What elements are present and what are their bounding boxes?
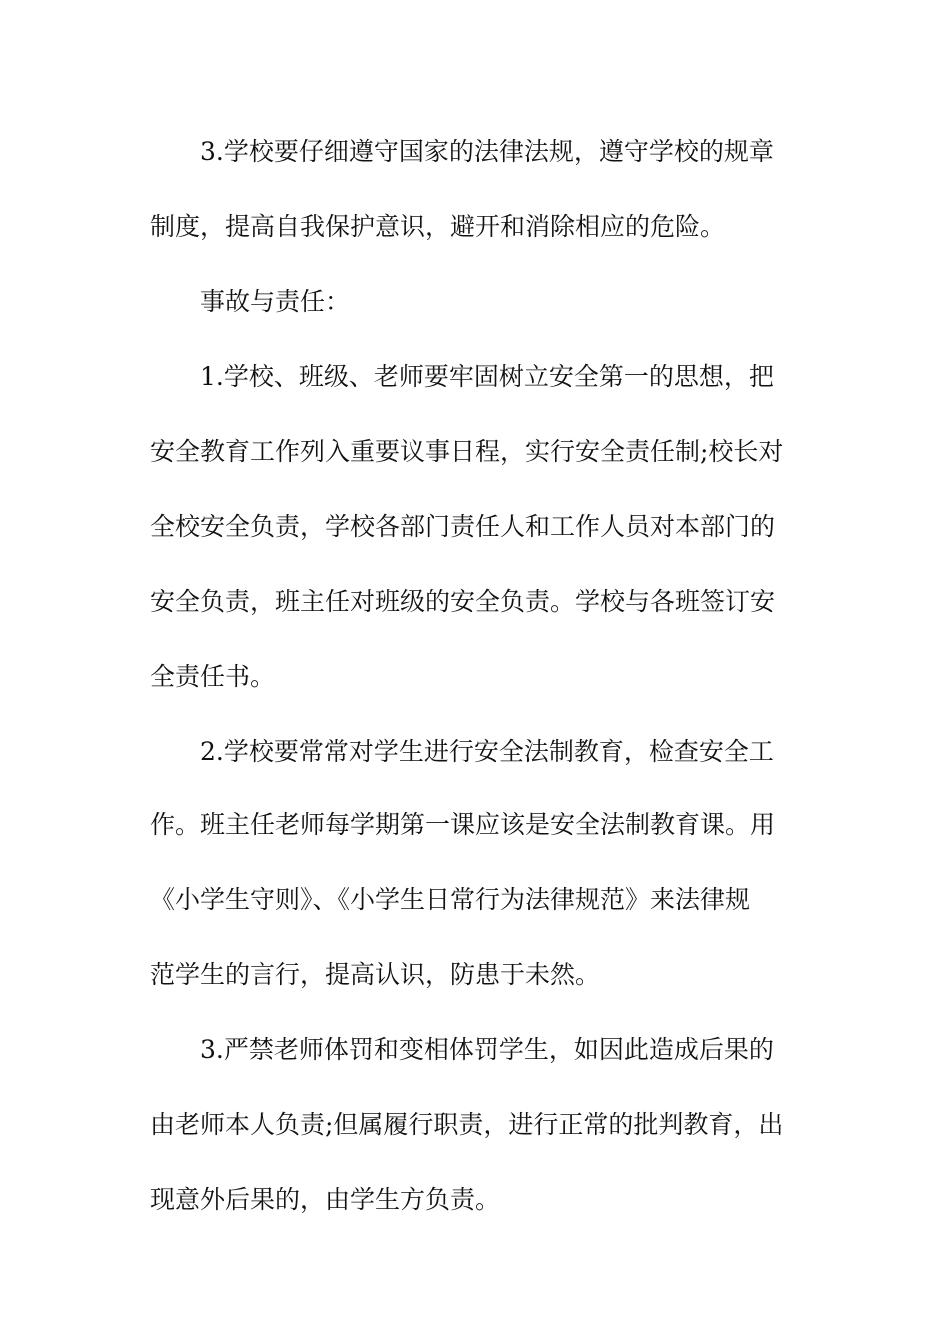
text-line: 2.学校要常常对学生进行安全法制教育，检查安全工 (200, 737, 774, 766)
text-line: 1.学校、班级、老师要牢固树立安全第一的思想，把 (200, 362, 774, 391)
text-line: 3.严禁老师体罚和变相体罚学生，如因此造成后果的 (200, 1035, 774, 1064)
text-line: 现意外后果的，由学生方负责。 (150, 1185, 501, 1214)
text-line: 《小学生守则》、《小学生日常行为法律规范》来法律规 (150, 885, 751, 914)
text-line: 全校安全负责，学校各部门责任人和工作人员对本部门的 (150, 512, 776, 541)
text-line: 制度，提高自我保护意识，避开和消除相应的危险。 (150, 212, 726, 241)
text-line: 安全负责，班主任对班级的安全负责。学校与各班签订安 (150, 587, 776, 616)
text-line: 由老师本人负责;但属履行职责，进行正常的批判教育，出 (150, 1110, 784, 1139)
text-line: 作。班主任老师每学期第一课应该是安全法制教育课。用 (150, 810, 776, 839)
text-line: 全责任书。 (150, 662, 276, 691)
text-line: 3.学校要仔细遵守国家的法律法规，遵守学校的规章 (200, 137, 774, 166)
text-line: 范学生的言行，提高认识，防患于未然。 (150, 960, 601, 989)
section-heading: 事故与责任： (200, 287, 351, 316)
text-line: 安全教育工作列入重要议事日程，实行安全责任制;校长对 (150, 437, 784, 466)
